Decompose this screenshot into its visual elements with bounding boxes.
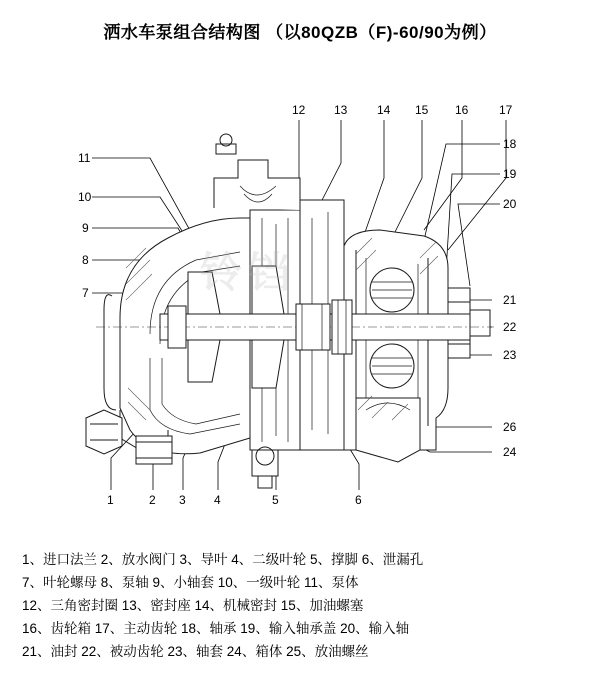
- legend: [22, 548, 578, 663]
- callout-5: 5: [272, 493, 279, 507]
- callout-13: 13: [334, 103, 348, 117]
- callout-6: 6: [355, 493, 362, 507]
- callout-19: 19: [503, 167, 517, 181]
- callout-14: 14: [377, 103, 391, 117]
- watermark: 铃铛: [200, 249, 297, 296]
- legend-line-2: 7、叶轮螺母 8、泵轴 9、小轴套 10、一级叶轮 11、泵体: [22, 575, 359, 590]
- callout-1: 1: [107, 493, 114, 507]
- callout-12: 12: [292, 103, 306, 117]
- callout-11: 11: [78, 151, 91, 165]
- assembly-drawing: [0, 58, 600, 538]
- callout-2: 2: [149, 493, 156, 507]
- legend-line-3: 12、三角密封圈 13、密封座 14、机械密封 15、加油螺塞: [22, 598, 364, 613]
- callout-10: 10: [78, 190, 92, 204]
- callout-17: 17: [499, 103, 513, 117]
- callout-8: 8: [82, 253, 89, 267]
- callout-24: 24: [503, 445, 517, 459]
- legend-line-1: 1、进口法兰 2、放水阀门 3、导叶 4、二级叶轮 5、撑脚 6、泄漏孔: [22, 552, 424, 567]
- callout-9: 9: [82, 221, 89, 235]
- callout-16: 16: [455, 103, 469, 117]
- legend-line-5: 21、油封 22、被动齿轮 23、轴套 24、箱体 25、放油螺丝: [22, 644, 369, 659]
- callout-26: 26: [503, 420, 517, 434]
- legend-line-4: 16、齿轮箱 17、主动齿轮 18、轴承 19、输入轴承盖 20、输入轴: [22, 621, 410, 636]
- callout-22: 22: [503, 320, 517, 334]
- callout-4: 4: [214, 493, 221, 507]
- callout-15: 15: [415, 103, 429, 117]
- callout-7: 7: [82, 286, 89, 300]
- callout-3: 3: [179, 493, 186, 507]
- callout-21: 21: [503, 293, 517, 307]
- page-title: 洒水车泵组合结构图 （以80QZB（F)-60/90为例）: [103, 23, 497, 42]
- callout-23: 23: [503, 348, 517, 362]
- callout-18: 18: [503, 137, 517, 151]
- callout-20: 20: [503, 197, 517, 211]
